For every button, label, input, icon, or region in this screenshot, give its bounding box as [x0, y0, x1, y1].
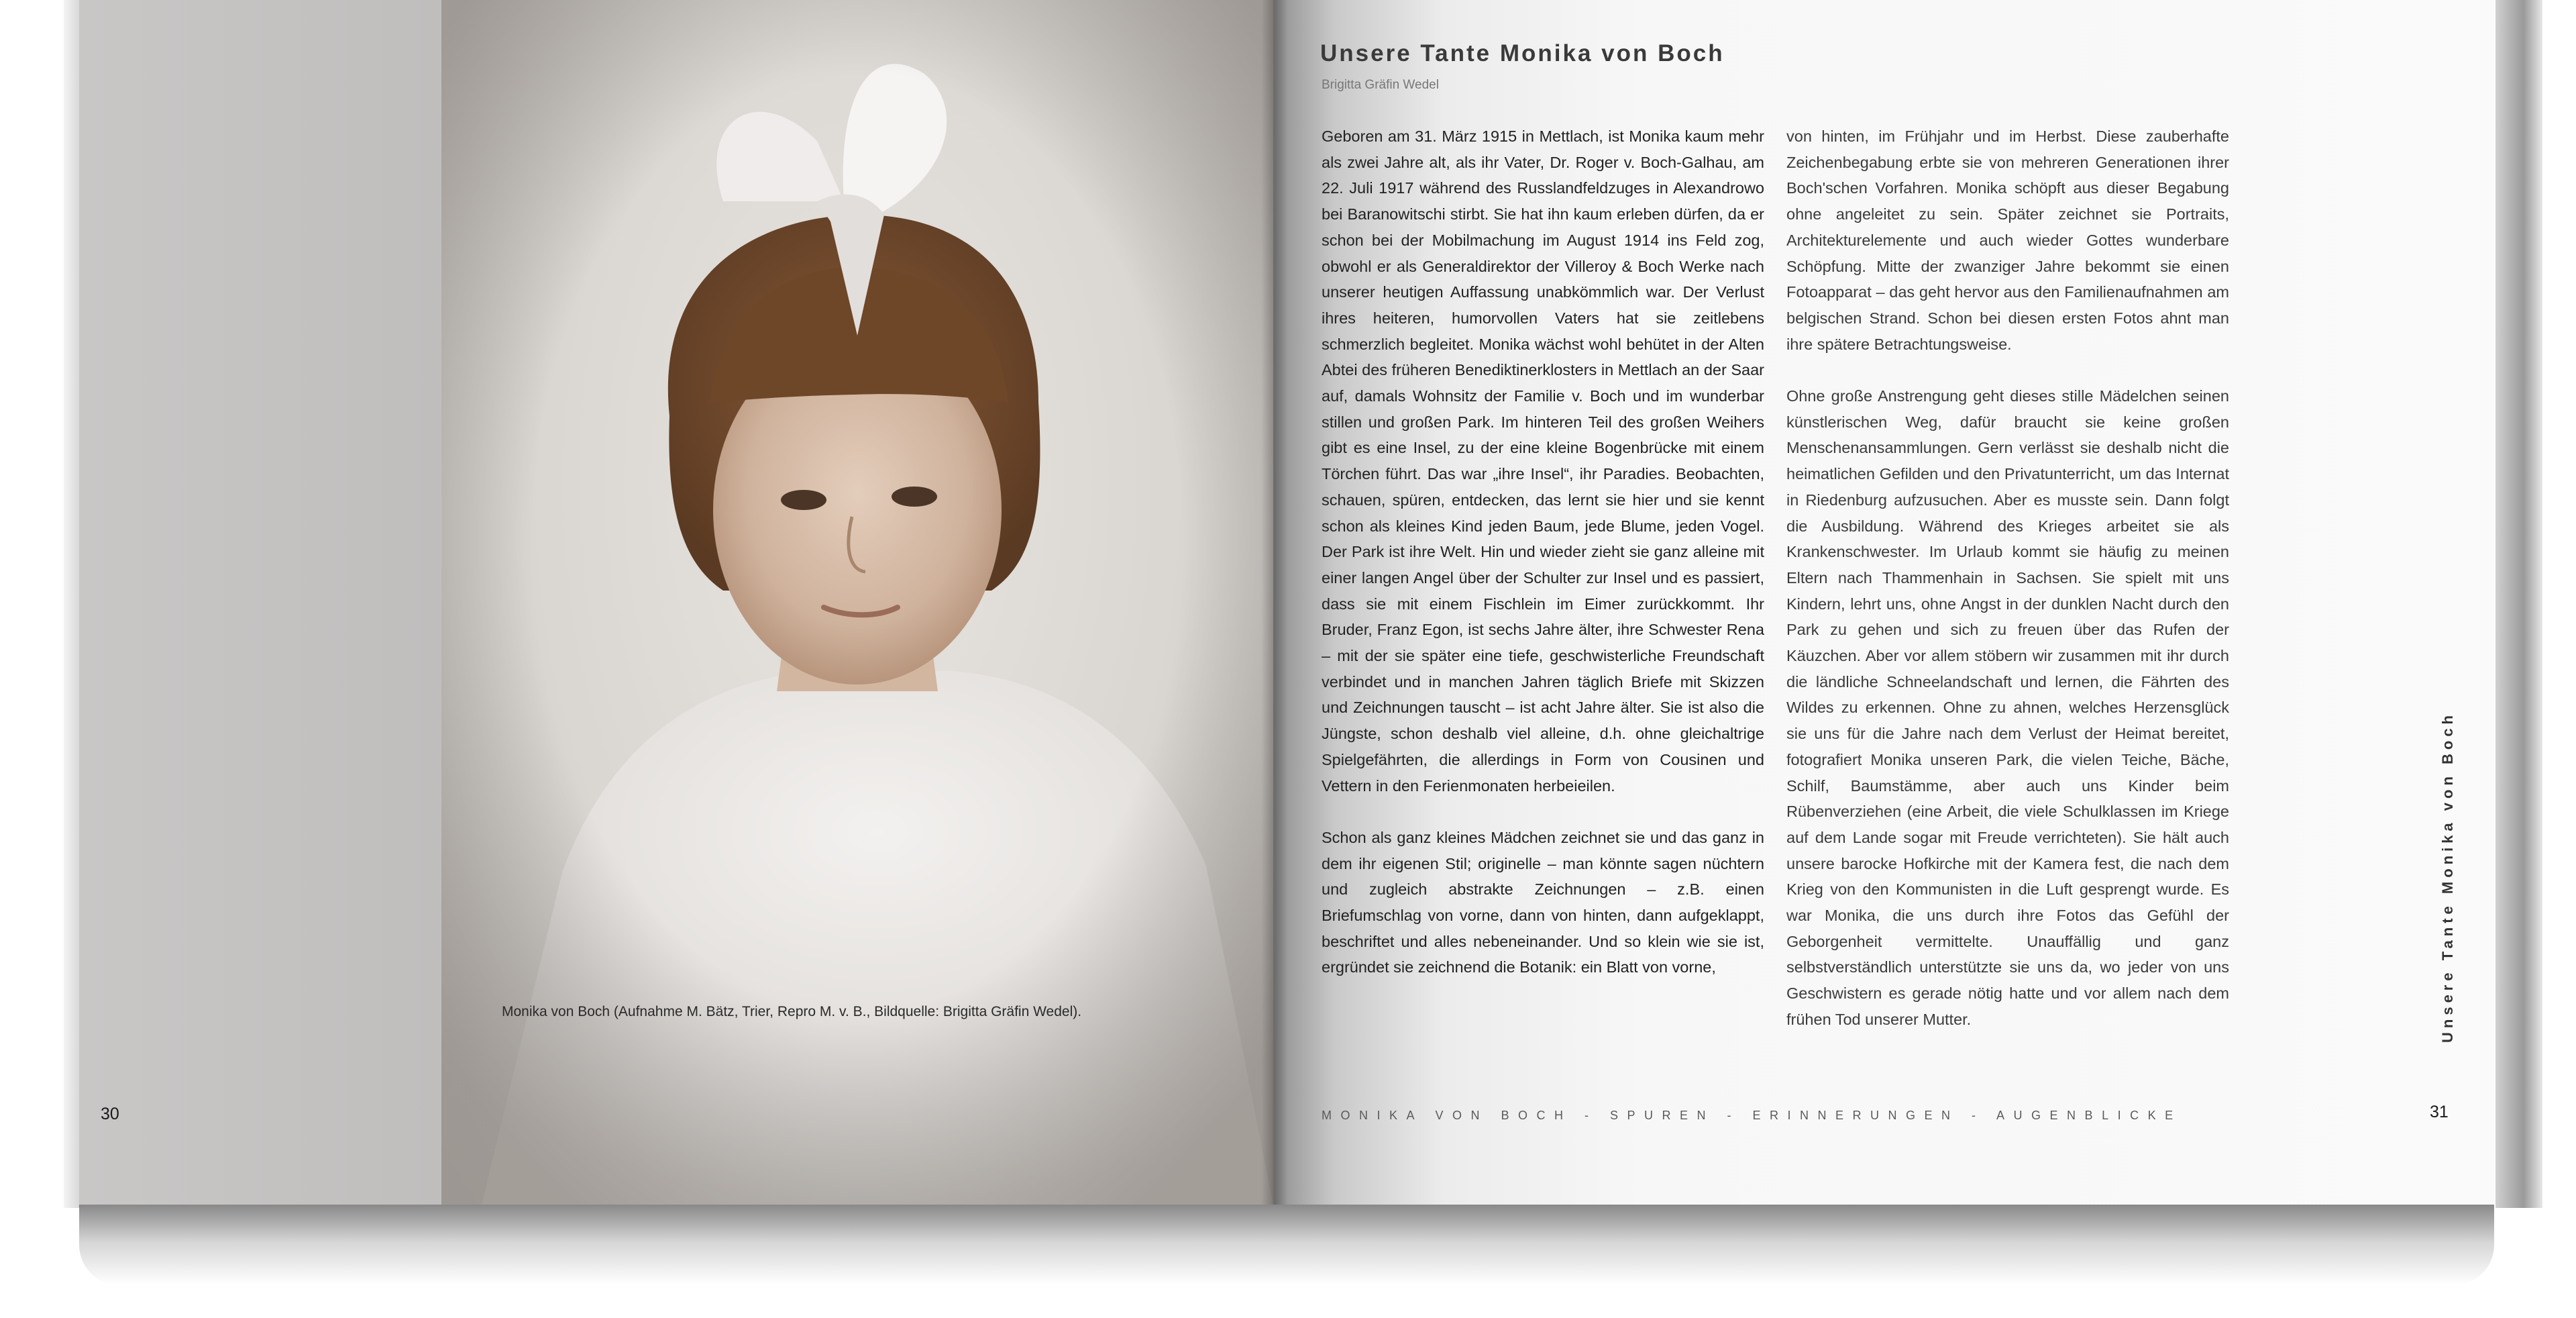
portrait-photo: [441, 0, 1273, 1205]
running-footer: MONIKA VON BOCH - SPUREN - ERINNERUNGEN - AUGENBLICKE: [1322, 1109, 2182, 1122]
book-shadow: [79, 1191, 2494, 1285]
book-edge-right: [2496, 0, 2542, 1208]
photo-caption: Monika von Boch (Aufnahme M. Bätz, Trier, Repro M. v. B., Bildquelle: Brigitta Gräfin Wedel).: [502, 1004, 1082, 1019]
paragraph: Ohne große Anstrengung geht dieses stille Mädelchen seinen künstlerischen Weg, dafür braucht sie keine großen Menschenansammlungen. Gern verlässt sie deshalb nicht die heimatlichen Gefilden und den Privatunterricht, um das Internat in Riedenburg aufzusuchen. Aber es musste sein. Dann folgt die Ausbildung. Während des Krieges arbeitet sie als Krankenschwester. Im Urlaub kommt sie häufig zu meinen Eltern nach Thammenhain in Sachsen. Sie spielt mit uns Kindern, lehrt uns, ohne Angst in der dunklen Nacht durch den Park zu gehen und sich zu freuen über das Rufen der Käuzchen. Aber vor allem stöbern wir zusammen mit ihr durch die ländliche Schneelandschaft und lernen, die Fährten des Wildes zu erkennen. Ohne zu ahnen, welches Herzensglück sie uns für die Jahre nach dem Verlust der Heimat bereitet, fotografiert Monika unseren Park, die vielen Teiche, Bäche, Schilf, Baumstämme, aber auch uns Kinder beim Rübenverziehen (eine Arbeit, die viele Schulklassen im Kriege auf dem Lande sogar mit Freude verrichteten). Sie hält auch unsere barocke Hofkirche mit der Kamera fest, die nach dem Krieg von den Kommunisten in die Luft gesprengt wurde. Es war Monika, die uns durch ihre Fotos das Gefühl der Geborgenheit vermittelte. Unauffällig und ganz selbstverständlich unterstützte sie uns da, wo jeder von uns Geschwistern es gerade nötig hatte und vor allem nach dem frühen Tod unserer Mutter.: [1786, 387, 2229, 1028]
book-gutter: [1261, 0, 1288, 1205]
book-edge-left: [64, 0, 80, 1208]
portrait-illustration: [441, 0, 1273, 1205]
side-title-vertical: Unsere Tante Monika von Boch: [2439, 711, 2456, 1043]
left-page: [79, 0, 1273, 1205]
article-author: Brigitta Gräfin Wedel: [1322, 78, 1439, 92]
right-page: [1273, 0, 2496, 1205]
article-title: Unsere Tante Monika von Boch: [1320, 40, 1725, 66]
page-number-right: 31: [2430, 1103, 2449, 1121]
text-column-1: [1322, 123, 1764, 1007]
paragraph: Schon als ganz kleines Mädchen zeichnet sie und das ganz in dem ihr eigenen Stil; originelle – man könnte sagen nüchtern und zugleich abstrakte Zeichnungen – z.B. einen Briefumschlag von vorne, dann von hinten, dann aufgeklappt, beschriftet und alles nebeneinander. Und so klein wie sie ist, ergründet sie zeichnend die Botanik: ein Blatt von vorne,: [1322, 828, 1764, 976]
page-number-left: 30: [101, 1105, 119, 1123]
paragraph: von hinten, im Frühjahr und im Herbst. Diese zauberhafte Zeichenbegabung erbte sie von mehreren Generationen ihrer Boch'schen Vorfahren. Monika schöpft aus dieser Begabung ohne angeleitet zu sein. Später zeichnet sie Portraits, Architekturelemente und auch wieder Gottes wunderbare Schöpfung. Mitte der zwanziger Jahre bekommt sie einen Fotoapparat – das geht hervor aus den Familienaufnahmen am belgischen Strand. Schon bei diesen ersten Fotos ahnt man ihre spätere Betrachtungsweise.: [1786, 128, 2229, 353]
paragraph: Geboren am 31. März 1915 in Mettlach, ist Monika kaum mehr als zwei Jahre alt, als ihr Vater, Dr. Roger v. Boch-Galhau, am 22. Juli 1917 während des Russlandfeldzuges in Alexandrowo bei Baranowitschi stirbt. Sie hat ihn kaum erleben dürfen, da er schon bei der Mobilmachung im August 1914 ins Feld zog, obwohl er als Generaldirektor der Villeroy & Boch Werke nach unserer heutigen Auffassung unabkömmlich war. Der Verlust ihres heiteren, humorvollen Vaters hat sie zeitlebens schmerzlich begleitet. Monika wächst wohl behütet in der Alten Abtei des früheren Benediktinerklosters in Mettlach an der Saar auf, damals Wohnsitz der Familie v. Boch und im wunderbar stillen und großen Park. Im hinteren Teil des großen Weihers gibt es eine Insel, zu der eine kleine Bogenbrücke mit einem Törchen führt. Das war „ihre Insel“, ihr Paradies. Beobachten, schauen, spüren, entdecken, das lernt sie hier und sie kennt schon als kleines Kind jeden Baum, jede Blume, jeden Vogel. Der Park ist ihre Welt. Hin und wieder zieht sie ganz alleine mit einer langen Angel über der Schulter zur Insel und es passiert, dass sie mit einem Fischlein im Eimer zurückkommt. Ihr Bruder, Franz Egon, ist sechs Jahre älter, ihre Schwester Rena – mit der sie später eine tiefe, geschwisterliche Freundschaft verbindet und in manchen Jahren täglich Briefe mit Skizzen und Zeichnungen tauscht – ist acht Jahre älter. Sie ist also die Jüngste, schon deshalb viel alleine, d.h. ohne gleichaltrige Spielgefährten, die allerdings in Form von Cousinen und Vettern in den Ferienmonaten herbeieilen.: [1322, 128, 1764, 795]
text-column-2: [1786, 123, 2229, 1058]
